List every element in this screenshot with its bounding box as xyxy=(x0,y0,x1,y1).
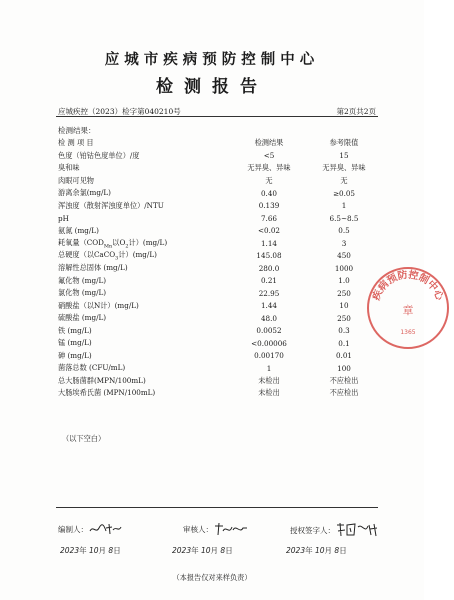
blank-note: （以下空白） xyxy=(62,434,106,443)
table-row xyxy=(58,175,380,188)
row-limit: 450 xyxy=(337,251,351,261)
row-limit: 无异臭、异味 xyxy=(322,163,366,173)
row-limit: 15 xyxy=(339,151,349,161)
signature-row xyxy=(58,522,388,538)
official-stamp xyxy=(362,262,454,354)
row-item: 砷 (mg/L) xyxy=(58,350,92,360)
row-result: 0.21 xyxy=(260,276,277,286)
row-item: 氯化物 (mg/L) xyxy=(58,288,107,298)
report-title: 检测报告 xyxy=(156,77,268,97)
row-item: 铁 (mg/L) xyxy=(58,325,92,335)
table-row xyxy=(58,225,380,238)
row-item: 硝酸盐（以N计）(mg/L) xyxy=(58,300,139,310)
row-result: 0.00170 xyxy=(254,351,284,361)
row-limit: 250 xyxy=(337,288,351,298)
org-name: 应城市疾病预防控制中心 xyxy=(104,51,320,68)
column-header-limit: 参考限值 xyxy=(329,138,359,148)
row-result: 145.08 xyxy=(256,251,282,261)
row-result: 1 xyxy=(266,363,272,373)
approver-date: 2023年 10月 8日 xyxy=(286,546,347,555)
row-item: 臭和味 xyxy=(58,163,80,173)
row-limit: 6.5~8.5 xyxy=(329,213,359,223)
table-row xyxy=(58,187,380,200)
reviewer-date: 2023年 10月 8日 xyxy=(172,546,233,555)
table-row xyxy=(58,375,380,388)
table-row xyxy=(58,212,380,225)
row-result: 7.66 xyxy=(260,213,277,223)
approver-label: 授权签字人： xyxy=(290,525,335,535)
row-limit: 1 xyxy=(341,201,347,211)
table-row xyxy=(58,312,380,325)
table-row xyxy=(58,275,380,288)
row-result: 未检出 xyxy=(258,388,280,398)
page-info: 第2页共2页 xyxy=(336,107,376,116)
row-limit: 不应检出 xyxy=(329,375,359,385)
table-row xyxy=(58,300,380,313)
row-item: pH xyxy=(58,213,69,223)
table-row xyxy=(58,200,380,213)
row-item: 大肠埃希氏菌 (MPN/100mL) xyxy=(58,388,156,398)
row-result: 未检出 xyxy=(258,375,280,385)
row-item: 氟化物 (mg/L) xyxy=(58,275,107,285)
row-limit: 不应检出 xyxy=(329,388,359,398)
row-limit: 0.3 xyxy=(338,326,350,336)
row-result: 0.0052 xyxy=(256,326,282,336)
svg-text:疾病预防控制中心 xyxy=(369,268,447,303)
compiler-label: 编制人： xyxy=(58,524,88,534)
date-row xyxy=(60,545,390,561)
row-item: 耗氧量（$COD_{Mn}$以$O_2$计）(mg/L) xyxy=(58,237,168,249)
table-row xyxy=(58,337,380,350)
approver-signature xyxy=(290,522,379,538)
row-item: 硫酸盐 (mg/L) xyxy=(58,313,107,323)
row-result: 无 xyxy=(265,175,273,185)
table-header-row xyxy=(58,137,380,150)
header-divider xyxy=(56,116,378,117)
table-row xyxy=(58,287,380,300)
stamp-arc-text: 疾病预防控制中心 xyxy=(371,269,445,303)
row-limit: 100 xyxy=(337,363,351,373)
row-limit: 250 xyxy=(337,313,351,323)
row-result: 0.40 xyxy=(260,188,277,198)
row-limit: 1000 xyxy=(334,263,354,273)
row-item: 溶解性总固体 (mg/L) xyxy=(58,263,128,273)
row-result: 无异臭、异味 xyxy=(247,163,291,173)
row-item: 浑浊度（散射浑浊度单位）/NTU xyxy=(58,200,164,210)
table-row xyxy=(58,325,380,338)
row-item: 菌落总数 (CFU/mL) xyxy=(58,363,126,373)
table-row xyxy=(58,350,380,363)
footer-divider xyxy=(56,507,378,508)
results-table xyxy=(58,137,380,400)
stamp-center-mark: 章 xyxy=(402,304,414,317)
row-limit: 0.5 xyxy=(338,226,350,236)
row-item: 色度（铂钴色度单位）/度 xyxy=(58,150,140,160)
table-row xyxy=(58,162,380,175)
footer-note: （本报告仅对来样负责） xyxy=(172,573,252,582)
reviewer-signature xyxy=(183,522,249,536)
reviewer-label: 审核人： xyxy=(183,524,213,534)
reviewer-signature-mark xyxy=(213,522,249,536)
row-result: 1.14 xyxy=(260,238,277,248)
row-limit: 0.01 xyxy=(335,351,352,361)
approver-signature-mark xyxy=(335,522,379,538)
compiler-signature xyxy=(58,522,122,536)
row-item: 肉眼可见物 xyxy=(58,175,94,185)
row-result: 0.139 xyxy=(258,201,280,211)
row-result: 48.0 xyxy=(260,313,277,323)
stamp-number: 1365 xyxy=(400,329,416,336)
row-result: <5 xyxy=(263,151,275,161)
table-row xyxy=(58,150,380,163)
compiler-signature-mark xyxy=(88,522,122,536)
row-item: 总硬度（以CaCO$_3$计）(mg/L) xyxy=(58,250,157,262)
table-row xyxy=(58,250,380,263)
table-row xyxy=(58,362,380,375)
row-result: 280.0 xyxy=(258,263,280,273)
row-item: 总大肠菌群(MPN/100mL) xyxy=(58,375,146,385)
row-item: 游离余氯(mg/L) xyxy=(58,188,111,198)
table-row xyxy=(58,237,380,250)
row-limit: ≥0.05 xyxy=(332,188,356,198)
column-header-result: 检测结果 xyxy=(254,138,284,148)
row-result: 22.95 xyxy=(258,288,280,298)
row-limit: 0.1 xyxy=(338,338,350,348)
row-item: 氨氮 (mg/L) xyxy=(58,225,99,235)
table-row xyxy=(58,262,380,275)
section-title: 检测结果： xyxy=(58,126,96,135)
row-limit: 1.0 xyxy=(338,276,350,286)
table-row xyxy=(58,387,380,400)
report-number: 应城疾控（2023）检字第040210号 xyxy=(58,107,181,116)
row-limit: 3 xyxy=(341,238,347,248)
compiler-date: 2023年 10月 8日 xyxy=(60,546,121,555)
row-result: <0.00006 xyxy=(251,338,287,348)
row-limit: 10 xyxy=(339,301,349,311)
row-result: 1.44 xyxy=(260,301,277,311)
column-header-item: 检 测 项 目 xyxy=(58,138,94,148)
row-result: <0.02 xyxy=(257,226,281,236)
row-limit: 无 xyxy=(340,175,348,185)
row-item: 锰 (mg/L) xyxy=(58,338,92,348)
